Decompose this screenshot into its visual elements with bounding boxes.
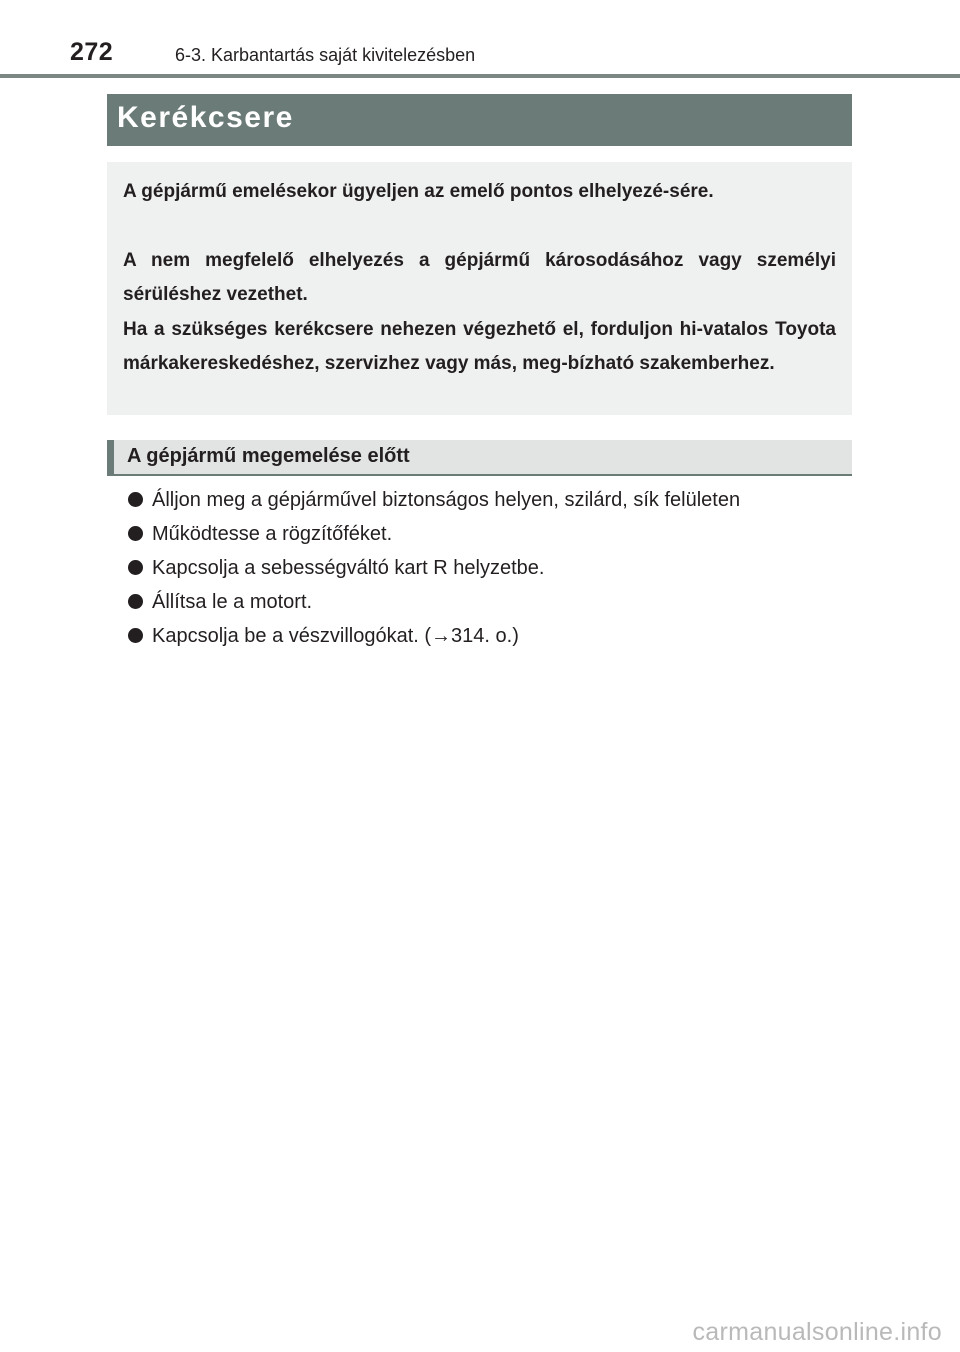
page-header bbox=[0, 0, 960, 80]
list-item bbox=[125, 483, 860, 517]
header-rule bbox=[0, 74, 960, 78]
subheading-accent bbox=[107, 440, 114, 474]
warning-box bbox=[107, 162, 852, 415]
subheading: A gépjármű megemelése előtt bbox=[127, 445, 410, 467]
bullet-icon bbox=[128, 526, 143, 541]
section-title-bar bbox=[107, 94, 852, 146]
list-item-text: Álljon meg a gépjárművel biztonságos helyen, szilárd, sík felületen bbox=[152, 489, 741, 511]
bullet-icon bbox=[128, 628, 143, 643]
page-number: 272 bbox=[70, 38, 114, 66]
list-item bbox=[125, 585, 860, 619]
list-item-text: Működtesse a rögzítőféket. bbox=[152, 523, 393, 545]
list-item bbox=[125, 551, 860, 585]
bullet-icon bbox=[128, 594, 143, 609]
watermark: carmanualsonline.info bbox=[692, 1318, 942, 1346]
list-item bbox=[125, 517, 860, 551]
section-path: 6-3. Karbantartás saját kivitelezésben bbox=[175, 45, 476, 65]
bullet-list bbox=[125, 483, 860, 653]
list-item bbox=[125, 619, 860, 653]
bullet-icon bbox=[128, 492, 143, 507]
warning-paragraph-3: Ha a szükséges kerékcsere nehezen végezhető el, forduljon hi-vatalos Toyota márkakereskedéshez, szervizhez vagy más, meg-bízható szakemberhez. bbox=[123, 319, 836, 374]
warning-paragraph-1: A gépjármű emelésekor ügyeljen az emelő pontos elhelyezé-sére. bbox=[123, 181, 714, 202]
list-item-text: Kapcsolja a sebességváltó kart R helyzetbe. bbox=[152, 557, 545, 579]
list-item-text: Kapcsolja be a vészvillogókat. (→314. o.) bbox=[152, 625, 519, 647]
list-item-text: Állítsa le a motort. bbox=[152, 591, 313, 613]
section-title: Kerékcsere bbox=[117, 101, 294, 134]
bullet-icon bbox=[128, 560, 143, 575]
warning-paragraph-2: A nem megfelelő elhelyezés a gépjármű károsodásához vagy személyi sérüléshez vezethet. bbox=[123, 250, 836, 305]
subheading-bar bbox=[107, 440, 852, 476]
